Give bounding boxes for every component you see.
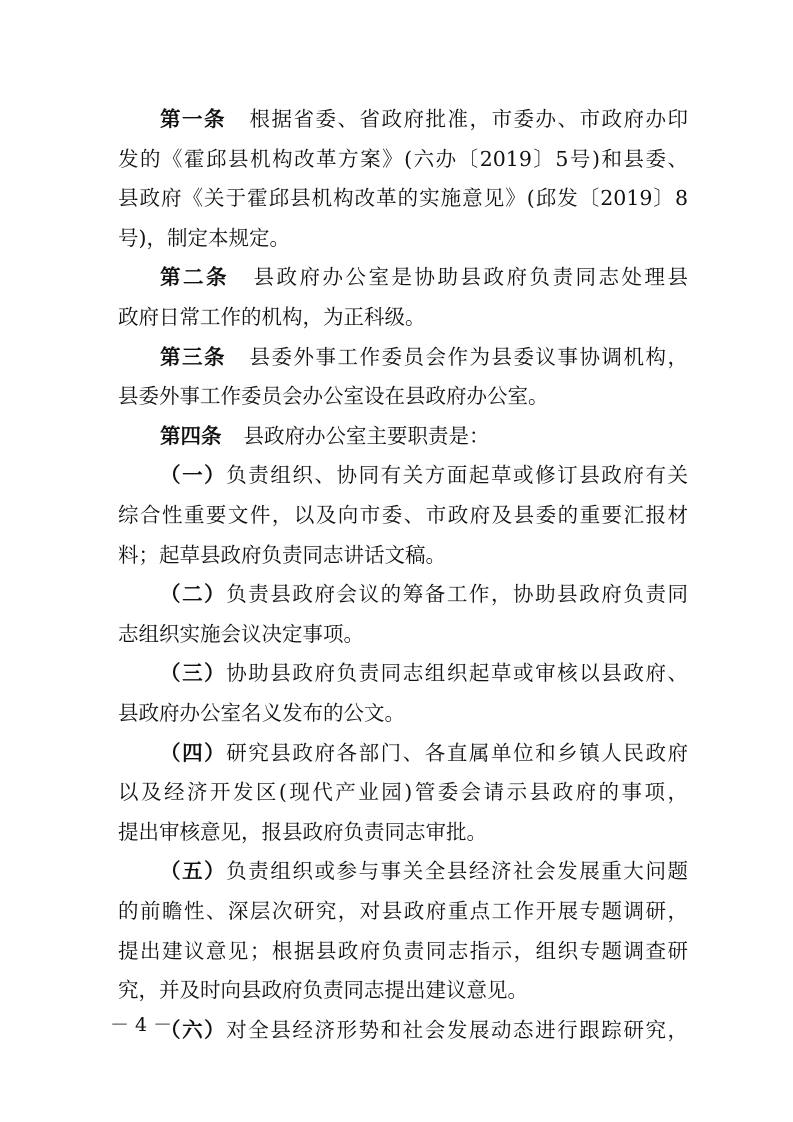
article-4-heading: 第四条 (160, 423, 222, 448)
item-4-heading: （四） (160, 740, 227, 765)
item-3-line-2 (118, 695, 688, 731)
item-4-text: 研究县政府各部门、各直属单位和乡镇人民政府 (226, 740, 689, 765)
item-6-heading: （六） (160, 1017, 227, 1042)
text-line: 提出建议意见；根据县政府负责同志指示，组织专题调查研 (118, 938, 688, 963)
item-6-line-1 (160, 1012, 688, 1048)
item-6-text: 对全县经济形势和社会发展动态进行跟踪研究， (226, 1017, 689, 1042)
text-line: 政府日常工作的机构，为正科级。 (118, 305, 426, 329)
text-line: 号)，制定本规定。 (118, 225, 290, 250)
text-line: 县政府办公室名义发布的公文。 (118, 701, 405, 725)
text-line: 县委外事工作委员会办公室设在县政府办公室。 (118, 384, 549, 409)
item-3-heading: （三） (160, 661, 227, 686)
article-2-text: 县政府办公室是协助县政府负责同志处理县 (251, 265, 688, 290)
item-4-line-3 (118, 814, 688, 850)
article-3-text: 县委外事工作委员会作为县委议事协调机构， (248, 344, 688, 369)
text-line: 县政府《关于霍邱县机构改革的实施意见》(邱发〔2019〕8 (118, 186, 688, 211)
text-line: 的前瞻性、深层次研究，对县政府重点工作开展专题调研， (118, 899, 688, 923)
item-5-heading: （五） (160, 859, 227, 884)
text-line: 发的《霍邱县机构改革方案》(六办〔2019〕5号)和县委、 (118, 146, 688, 171)
text-line: 提出审核意见，报县政府负责同志审批。 (118, 819, 487, 844)
article-1-line-4 (118, 220, 688, 256)
article-3-heading: 第三条 (160, 344, 226, 369)
article-4-line-1 (160, 418, 688, 454)
item-3-line-1 (160, 655, 688, 691)
item-1-line-2 (118, 497, 688, 533)
text-line: 以及经济开发区(现代产业园)管委会请示县政府的事项， (118, 780, 688, 805)
text-line: 料；起草县政府负责同志讲话文稿。 (118, 542, 446, 567)
text-line: 综合性重要文件，以及向市委、市政府及县委的重要汇报材 (118, 503, 688, 527)
article-1-line-3 (118, 180, 688, 216)
article-3-line-2 (118, 378, 688, 414)
article-2-line-1 (160, 259, 688, 295)
item-2-text: 负责县政府会议的筹备工作，协助县政府负责同 (226, 582, 689, 607)
item-1-line-3 (118, 537, 688, 573)
item-1-text: 负责组织、协同有关方面起草或修订县政府有关 (226, 463, 689, 488)
text-line: 究，并及时向县政府负责同志提出建议意见。 (118, 978, 528, 1003)
article-2-heading: 第二条 (160, 265, 229, 290)
page-number: － 4 － (110, 1014, 173, 1036)
article-1-line-2 (118, 141, 688, 177)
article-4-text: 县政府办公室主要职责是： (243, 423, 490, 448)
item-1-line-1 (160, 457, 688, 493)
article-1-heading: 第一条 (160, 107, 226, 131)
article-2-line-2 (118, 299, 688, 335)
article-1-line-1 (160, 101, 688, 137)
item-3-text: 协助县政府负责同志组织起草或审核以县政府、 (226, 661, 689, 686)
item-4-line-1 (160, 735, 688, 771)
item-2-line-1 (160, 576, 688, 612)
item-5-line-3 (118, 933, 688, 969)
item-5-line-2 (118, 893, 688, 929)
item-1-heading: （一） (160, 463, 227, 488)
item-2-heading: （二） (160, 582, 227, 607)
article-1-text: 根据省委、省政府批准，市委办、市政府办印 (248, 107, 688, 131)
item-5-text: 负责组织或参与事关全县经济社会发展重大问题 (226, 859, 689, 884)
text-line: 志组织实施会议决定事项。 (118, 621, 364, 646)
item-4-line-2 (118, 774, 688, 810)
article-3-line-1 (160, 339, 688, 375)
item-5-line-4 (118, 972, 688, 1008)
item-2-line-2 (118, 616, 688, 652)
item-5-line-1 (160, 853, 688, 889)
